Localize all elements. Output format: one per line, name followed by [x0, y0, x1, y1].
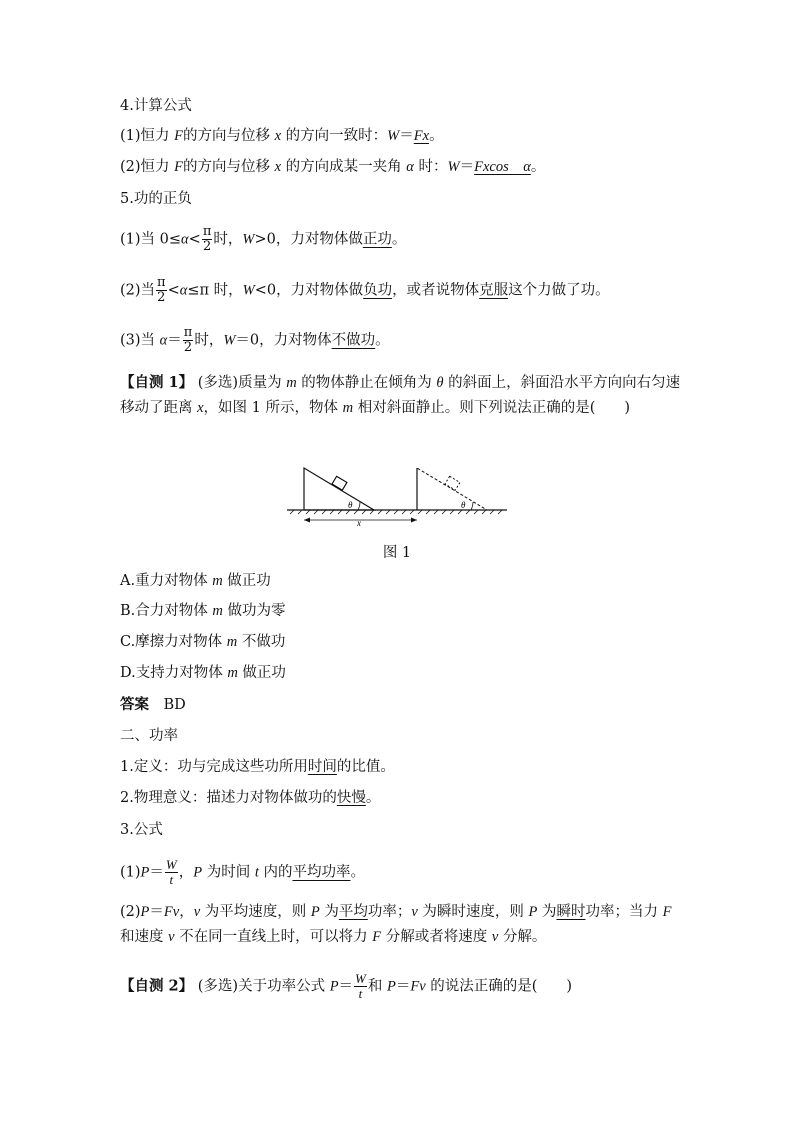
text: (1)恒力 [120, 128, 175, 144]
text-run: π [157, 275, 166, 290]
text-run: D.支持力对物体 [120, 665, 228, 681]
text-run: (多选)关于功率公式 [193, 978, 330, 995]
option-c [120, 632, 285, 652]
text-run: t [169, 872, 174, 887]
text: ＝0，力对物体 [235, 332, 332, 349]
var-F: F [174, 159, 184, 175]
text-run: 分解。 [498, 929, 547, 945]
var-W: W [242, 282, 255, 299]
text-run: 的比值。 [336, 759, 395, 775]
text-run: m [212, 603, 223, 619]
text: 。 [530, 159, 546, 175]
var-alpha: α [179, 282, 188, 299]
text-run: 做正功 [237, 665, 286, 681]
text-run: 1.定义：功与完成这些功所用 [120, 759, 308, 775]
option-b [120, 601, 285, 621]
text-run: P [193, 864, 203, 881]
arrow-left-icon [304, 518, 310, 523]
text-run: 内的 [258, 864, 293, 881]
text-run: ＝ [395, 978, 411, 995]
text-run [474, 159, 531, 175]
text: (2)当 [120, 282, 156, 299]
answer-positive-work: 正功 [362, 231, 392, 248]
section-5-title: 5.功的正负 [120, 191, 192, 207]
text: 。 [391, 231, 407, 248]
text-run: F [163, 904, 173, 920]
text-run: 为时间 [202, 864, 255, 881]
text-run: v [193, 904, 201, 920]
answer-speed: 快慢 [336, 790, 366, 806]
text: 。 [429, 128, 444, 144]
text-run: ＝ [149, 904, 164, 920]
answer-time: 时间 [307, 759, 337, 775]
text-run: 做功为零 [222, 603, 286, 619]
text-run: A.重力对物体 [120, 573, 213, 589]
fraction-pi-over-2 [183, 326, 194, 355]
text-run: 不做功 [237, 634, 286, 650]
text-run: x [197, 400, 204, 416]
text-run: 分解或者将速度 [381, 929, 492, 945]
text-run: 2 [183, 340, 193, 355]
text-run: 功率；当力 [585, 904, 663, 920]
text: 的方向一致时： [281, 128, 388, 144]
text-run: P [387, 978, 396, 995]
text: < [188, 231, 201, 248]
test-1-stem [120, 370, 682, 421]
text-run: 和速度 [120, 929, 169, 945]
text-run: P [528, 904, 538, 920]
text-run: P [329, 978, 339, 995]
text-run: P [140, 864, 150, 881]
text-run: (2) [120, 904, 141, 920]
text-run: ， [179, 904, 194, 920]
text-run: 。 [350, 864, 365, 881]
text-run: 的斜面上，斜面沿水平方向向右匀速移动了距离 [120, 375, 681, 416]
text-run: (多选)质量为 [193, 375, 287, 391]
text-run: P [310, 904, 320, 920]
text-run: 2 [157, 290, 166, 305]
text: < [167, 282, 180, 299]
text-run: 功率； [367, 904, 412, 920]
text: ，或者说物体 [392, 282, 480, 299]
text-run: t [254, 864, 259, 881]
text-run: m [226, 634, 238, 650]
text-run: W [165, 857, 177, 872]
text-run: 。 [365, 790, 381, 806]
option-a [120, 571, 271, 591]
text-run: 2.物理意义：描述力对物体做功的 [120, 790, 337, 806]
var-F: F [174, 128, 184, 144]
var-x: x [274, 128, 282, 144]
text: 时， [213, 231, 243, 248]
text-run: m [286, 375, 297, 391]
text-run: P [140, 904, 150, 920]
fraction-w-over-t [354, 972, 367, 1001]
text-run: ＝ [149, 864, 164, 881]
text-run: π [183, 325, 193, 340]
text-run: 做正功 [222, 573, 271, 589]
text-run: 为 [319, 904, 339, 920]
text-run: θ [436, 375, 444, 391]
text-run: F [410, 978, 420, 995]
formula-line-1 [120, 126, 444, 146]
text: 的方向与位移 [183, 159, 275, 175]
text-run [414, 128, 429, 144]
text-run: 的物体静止在倾角为 [296, 375, 437, 391]
text-run: m [212, 573, 223, 589]
text: (3)当 [120, 332, 160, 349]
fraction-pi-over-2 [156, 276, 167, 305]
answer-negative-work: 负功 [363, 282, 393, 299]
answer-fxcos: Fxcos α [474, 159, 531, 175]
text-run: π [202, 224, 212, 239]
power-meaning [120, 788, 380, 808]
sign-line-1 [120, 225, 406, 254]
text: >0，力对物体做 [254, 231, 363, 248]
test-1-tag: 【自测 1】 [120, 374, 194, 391]
incline-solid [304, 468, 374, 510]
text-run: 为平均速度，则 [200, 904, 311, 920]
text: 的方向成某一夹角 [281, 159, 407, 175]
option-d [120, 663, 286, 683]
text-run: C.摩擦力对物体 [120, 634, 227, 650]
text-run: v [491, 929, 499, 945]
text-run: 为 [537, 904, 557, 920]
text-run: B.合力对物体 [120, 603, 213, 619]
fraction-pi-over-2 [202, 225, 213, 254]
var-alpha: α [159, 332, 168, 349]
answer-overcome: 克服 [479, 282, 509, 299]
text-run: v [172, 904, 180, 920]
power-definition [120, 757, 395, 777]
text-run: ， [178, 864, 194, 881]
var-x: x [274, 159, 282, 175]
var-alpha: α [406, 159, 414, 175]
text-run: W [355, 971, 366, 986]
test-2-stem [120, 972, 572, 1001]
text-run: ，如图 1 所示，物体 [203, 400, 343, 416]
text-run: 不在同一直线上时，可以将力 [174, 929, 373, 945]
formula-line-2 [120, 157, 545, 177]
var-W: W [242, 231, 255, 248]
text-run: (1) [120, 864, 141, 881]
block-solid [332, 476, 347, 490]
text: 的方向与位移 [183, 128, 275, 144]
test-2-tag: 【自测 2】 [120, 977, 194, 995]
text-run: v [419, 978, 426, 995]
figure-caption: 图 1 [382, 545, 412, 561]
var-alpha: α [181, 231, 189, 248]
theta-label-1: θ [348, 500, 353, 510]
text-run: F [372, 929, 382, 945]
answer-instant: 瞬时 [556, 904, 586, 920]
text-run: v [168, 929, 175, 945]
text: <0，力对物体做 [254, 282, 364, 299]
text-run: 相对斜面静止。则下列说法正确的是( ) [353, 400, 631, 416]
text: ＝ [399, 128, 414, 144]
text: ＝ [167, 332, 182, 349]
section-4-title: 4.计算公式 [120, 98, 192, 114]
text: (2)恒力 [120, 159, 175, 175]
block-dashed [445, 476, 460, 490]
text-run: 为瞬时速度，则 [417, 904, 529, 920]
text-run: 2 [202, 239, 212, 254]
var-W: W [387, 128, 400, 144]
text-run: F [662, 904, 672, 920]
text-run: t [358, 986, 363, 1001]
answer-average: 平均 [338, 904, 368, 920]
text-run: 的说法正确的是( ) [425, 978, 573, 995]
var-W: W [223, 332, 236, 349]
theta-label-2: θ [461, 500, 466, 510]
text: 时： [413, 159, 448, 175]
var-W: W [447, 159, 460, 175]
ground-hatch [290, 510, 502, 514]
part-2-title: 二、功率 [120, 728, 178, 744]
x-label: x [357, 518, 361, 528]
power-formula-1 [120, 858, 365, 887]
text: 。 [375, 332, 390, 349]
formula-title: 3.公式 [120, 822, 163, 838]
text-run: m [342, 400, 354, 416]
incline-dashed [417, 468, 487, 510]
angle-arc-2 [471, 502, 473, 510]
answer-fx: Fx [413, 128, 430, 144]
power-formula-2 [120, 900, 682, 950]
text: ≤π 时， [187, 282, 243, 299]
answer-label: 答案 [120, 696, 149, 713]
angle-arc-1 [358, 502, 360, 510]
text: 这个力做了功。 [508, 282, 610, 299]
answer-no-work: 不做功 [331, 332, 376, 349]
answer-average-power: 平均功率 [292, 864, 351, 881]
answer-line [120, 695, 186, 715]
text-run: m [227, 665, 238, 681]
arrow-right-icon [411, 518, 417, 523]
text: 时， [194, 332, 224, 349]
text-run: 和 [367, 978, 387, 995]
answer-value: BD [163, 697, 186, 713]
fraction-w-over-t [165, 858, 178, 887]
text: ＝ [459, 159, 475, 175]
text-run: v [411, 904, 418, 920]
text-run [149, 697, 164, 713]
sign-line-3 [120, 326, 390, 355]
text-run: ＝ [338, 978, 354, 995]
sign-line-2 [120, 276, 610, 305]
text: (1)当 0≤ [120, 231, 182, 248]
incline-figure [282, 462, 512, 528]
